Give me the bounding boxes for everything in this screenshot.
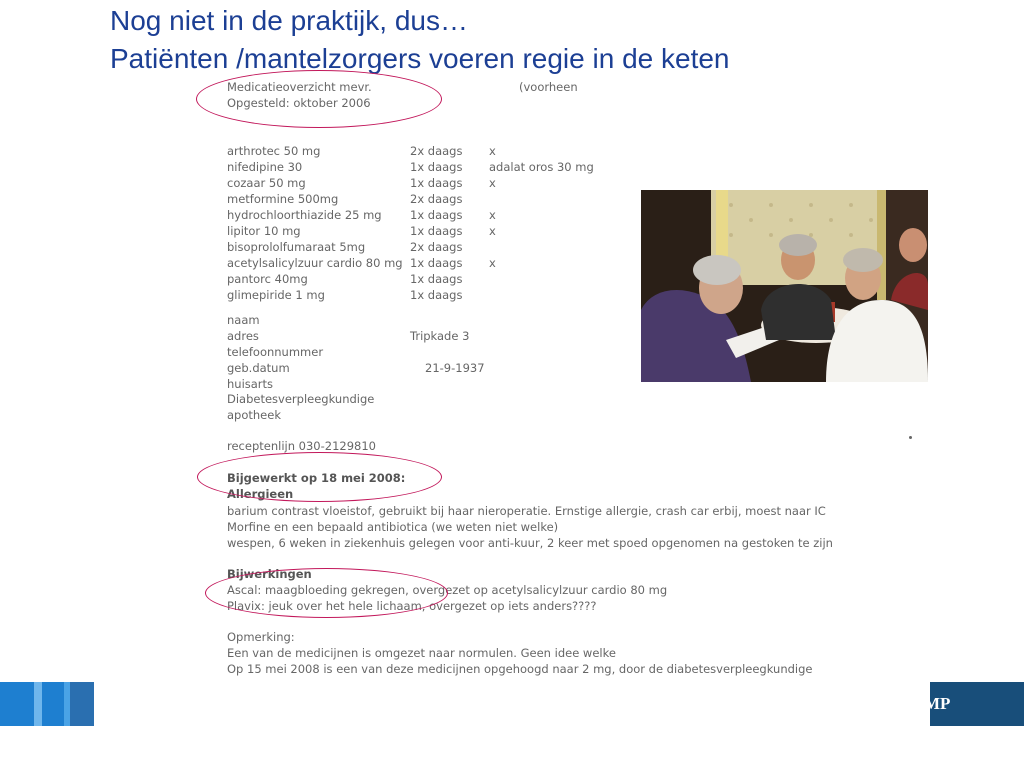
footer-band-right xyxy=(924,682,1024,726)
medication-dose: 1x daags xyxy=(410,160,463,174)
side-effect-item: Ascal: maagbloeding gekregen, overgezet op acetylsalicylzuur cardio 80 mg xyxy=(227,583,668,597)
prescription-line: receptenlijn 030-2129810 xyxy=(227,439,376,453)
personal-label: huisarts xyxy=(227,377,274,391)
personal-label: adres xyxy=(227,329,259,343)
decorative-dot xyxy=(909,436,912,439)
highlight-ellipse-header xyxy=(196,70,442,128)
personal-value: Tripkade 3 xyxy=(410,329,470,343)
medication-name: nifedipine 30 xyxy=(227,160,303,174)
document-drawn-up-date: Opgesteld: oktober 2006 xyxy=(227,96,371,110)
photo-people-at-dinner-table xyxy=(641,190,928,382)
medication-dose: 1x daags xyxy=(410,272,463,286)
medication-name: glimepiride 1 mg xyxy=(227,288,325,302)
allergy-item: Morfine en een bepaald antibiotica (we weten niet welke) xyxy=(227,520,559,534)
footer-band-left xyxy=(0,682,94,726)
medication-note: x xyxy=(489,256,496,270)
medication-name: lipitor 10 mg xyxy=(227,224,301,238)
allergy-item: barium contrast vloeistof, gebruikt bij haar nieroperatie. Ernstige allergie, crash car erbij, moest naar IC xyxy=(227,504,826,518)
footer-logo-text: MP xyxy=(924,694,951,713)
medication-note: x xyxy=(489,144,496,158)
remark-heading: Opmerking: xyxy=(227,630,295,644)
medication-note: x xyxy=(489,208,496,222)
document-name-label: Medicatieoverzicht mevr. xyxy=(227,80,372,94)
medication-dose: 2x daags xyxy=(410,192,463,206)
medication-dose: 2x daags xyxy=(410,240,463,254)
personal-value: 21-9-1937 xyxy=(425,361,485,375)
medication-name: acetylsalicylzuur cardio 80 mg xyxy=(227,256,403,270)
updated-date: Bijgewerkt op 18 mei 2008: xyxy=(227,471,406,485)
medication-dose: 1x daags xyxy=(410,224,463,238)
medication-dose: 1x daags xyxy=(410,256,463,270)
side-effect-item: Plavix: jeuk over het hele lichaam, overgezet op iets anders???? xyxy=(227,599,597,613)
allergies-heading: Allergieen xyxy=(227,487,294,501)
side-effects-heading: Bijwerkingen xyxy=(227,567,312,581)
slide-title-line-1: Nog niet in de praktijk, dus… xyxy=(110,5,468,36)
medication-note: x xyxy=(489,176,496,190)
medication-dose: 1x daags xyxy=(410,176,463,190)
medication-name: cozaar 50 mg xyxy=(227,176,306,190)
document-former-label: (voorheen xyxy=(519,80,578,94)
personal-label: geb.datum xyxy=(227,361,290,375)
remark-item: Op 15 mei 2008 is een van deze medicijnen opgehoogd naar 2 mg, door de diabetesverpleegkundige xyxy=(227,662,813,676)
personal-label: naam xyxy=(227,313,260,327)
medication-dose: 1x daags xyxy=(410,208,463,222)
medication-name: arthrotec 50 mg xyxy=(227,144,321,158)
personal-label: Diabetesverpleegkundige xyxy=(227,392,375,406)
medication-name: hydrochloorthiazide 25 mg xyxy=(227,208,382,222)
highlight-ellipse-updated xyxy=(197,452,442,502)
personal-label: apotheek xyxy=(227,408,281,422)
allergy-item: wespen, 6 weken in ziekenhuis gelegen voor anti-kuur, 2 keer met spoed opgenomen na gestoken te zijn xyxy=(227,536,833,550)
medication-name: pantorc 40mg xyxy=(227,272,308,286)
highlight-ellipse-side-effects xyxy=(205,568,448,618)
slide-title xyxy=(110,2,730,78)
medication-note: adalat oros 30 mg xyxy=(489,160,594,174)
medication-name: bisoprololfumaraat 5mg xyxy=(227,240,366,254)
remark-item: Een van de medicijnen is omgezet naar normulen. Geen idee welke xyxy=(227,646,616,660)
personal-label: telefoonnummer xyxy=(227,345,324,359)
slide-title-line-2: Patiënten /mantelzorgers voeren regie in de keten xyxy=(110,43,730,74)
medication-dose: 1x daags xyxy=(410,288,463,302)
medication-name: metformine 500mg xyxy=(227,192,339,206)
medication-dose: 2x daags xyxy=(410,144,463,158)
medication-note: x xyxy=(489,224,496,238)
